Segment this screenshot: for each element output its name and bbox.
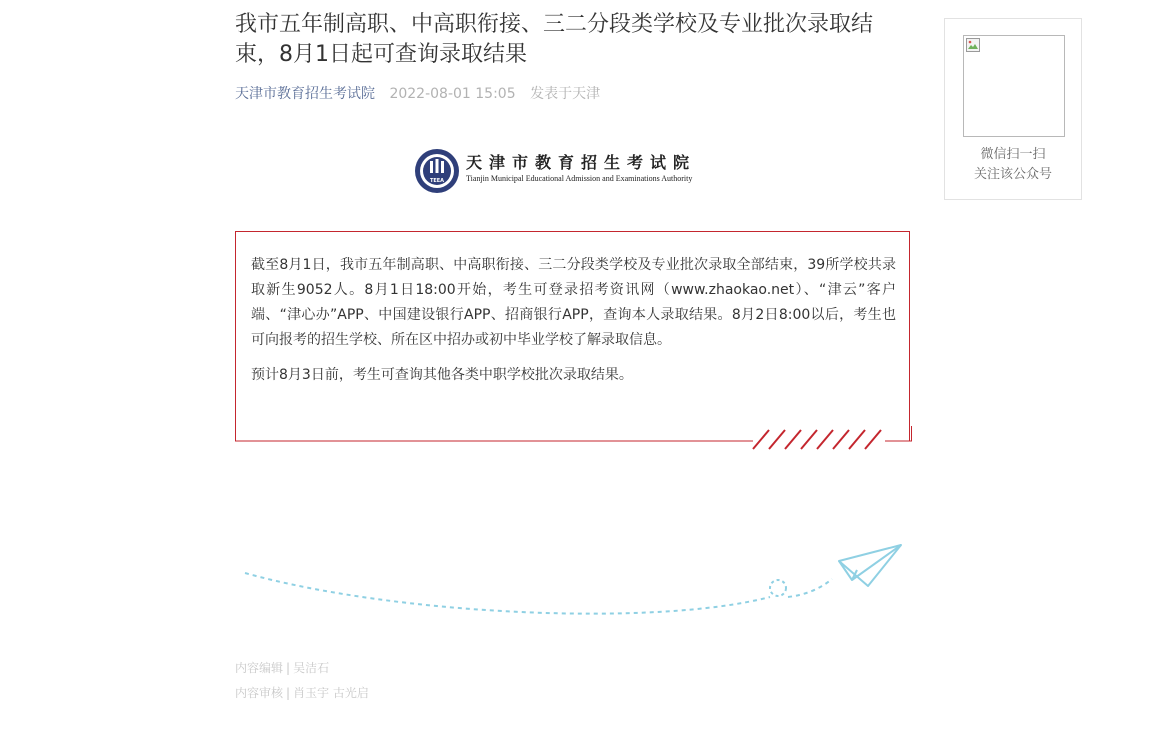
credit-editor-name: 吴洁石: [293, 661, 330, 675]
account-name-link[interactable]: 天津市教育招生考试院: [235, 86, 375, 102]
paper-plane-decoration: [235, 535, 915, 625]
credit-editor: 内容编辑 | 吴洁石: [235, 661, 330, 675]
article-credits: [235, 656, 369, 706]
credit-reviewer: 内容审核 | 肖玉宇 古光启: [235, 686, 369, 700]
qr-code-image[interactable]: [963, 35, 1065, 137]
notice-paragraph-1: 截至8月1日，我市五年制高职、中高职衔接、三二分段类学校及专业批次录取全部结束，39所学校共录取新生9052人。8月1日18:00开始，考生可登录招考资讯网（www.zhaokao.net）、“津云”客户端、“津心办”APP、中国建设银行APP、招商银行APP，查询本人录取结果。8月2日8:00以后，考生也可向报考的招生学校、所在区中招办或初中毕业学校了解录取信息。: [251, 257, 896, 348]
notice-body: [251, 253, 896, 398]
authority-name-cn: 天津市教育招生考试院: [466, 153, 697, 172]
article-meta: [235, 84, 600, 104]
notice-paragraph-2: 预计8月3日前，考生可查询其他各类中职学校批次录取结果。: [251, 367, 633, 383]
qr-caption-line-1: 微信扫一扫: [980, 147, 1046, 162]
authority-name-en: Tianjin Municipal Educational Admission and Examinations Authority: [466, 174, 693, 183]
publish-region: 发表于天津: [530, 86, 601, 102]
credit-editor-label: 内容编辑: [235, 661, 284, 675]
credit-reviewer-name: 肖玉宇 古光启: [293, 686, 369, 700]
seal-text: TEEA: [429, 178, 445, 184]
qr-caption: [945, 145, 1081, 185]
paper-plane-icon: [839, 545, 901, 586]
broken-image-icon: [966, 38, 980, 52]
credit-reviewer-label: 内容审核: [235, 686, 284, 700]
qr-caption-line-2: 关注该公众号: [973, 167, 1052, 182]
notice-box-bottom-decoration: [235, 426, 912, 452]
authority-logo: [414, 146, 724, 196]
publish-time: 2022-08-01 15:05: [389, 86, 516, 102]
authority-seal-icon: [414, 146, 460, 196]
slash-stripes-icon: [753, 430, 881, 449]
article-title: 我市五年制高职、中高职衔接、三二分段类学校及专业批次录取结束，8月1日起可查询录取结果: [235, 12, 874, 67]
qr-code-panel: [944, 18, 1082, 200]
